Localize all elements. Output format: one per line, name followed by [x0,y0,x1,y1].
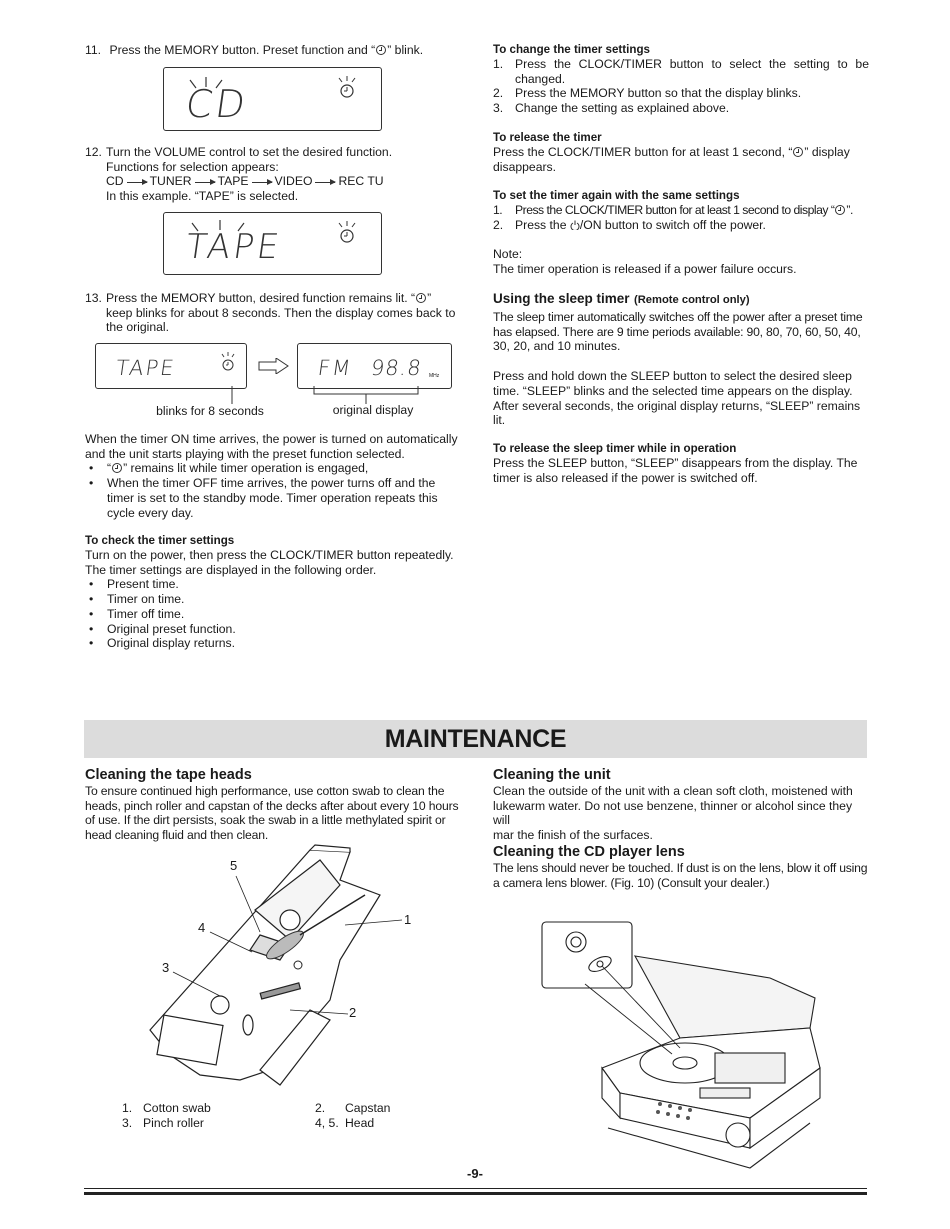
callout-2: 2 [349,1005,357,1020]
legend-num: 1. [122,1101,133,1115]
callout-5: 5 [230,858,238,873]
callout-4: 4 [198,920,206,935]
caption-original: original display [332,403,414,417]
step-text: In this example. “TAPE” is selected. [106,189,299,204]
list-item: 2. Press the /ON button to switch off the power. [493,217,766,232]
body-text: Change the setting as explained above. [515,101,730,116]
list-item: 2. Press the MEMORY button so that the display blinks. [493,86,802,101]
function-rec-tu: REC TU [338,174,384,189]
step-text: Functions for selection appears: [106,159,279,174]
step-number: 13. [85,291,102,305]
cd-player-illustration [540,918,825,1173]
list-item: • Original display returns. [89,636,236,651]
step-text: keep blinks for about 8 seconds. Then the display comes back to [106,305,456,320]
caption-leader-line [228,386,238,406]
footer-rule-thick [84,1192,867,1195]
body-text: /ON button to switch off the power. [579,217,766,232]
body-text: cycle every day. [107,505,194,520]
body-text: lit. [493,413,506,428]
list-item: 1. Press the CLOCK/TIMER button to select the setting to be changed. [493,57,869,86]
legend-text: Head [345,1116,375,1130]
function-tuner: TUNER [149,174,192,189]
body-text: Turn on the power, then press the CLOCK/TIMER button repeatedly. [85,548,454,562]
timer-blink-icon [336,221,358,245]
body-text: mar the finish of the surfaces. [493,828,653,843]
arrow-icon [127,182,147,183]
page-section-title: MAINTENANCE [384,725,567,753]
body-text: lukewarm water. Do not use benzene, thinner or alcohol since they will [493,798,853,828]
body-text: Timer on time. [107,592,185,607]
note-section [493,247,869,276]
body-text: ” display [804,145,850,159]
legend-item [315,1116,375,1131]
step-13 [85,291,461,335]
maintenance-banner [84,720,867,758]
lcd-display-cd [163,67,382,131]
body-text: and the unit starts playing with the preset function selected. [85,446,405,461]
timer-blink-icon [336,76,358,100]
section-heading: To change the timer settings [493,43,650,56]
arrow-icon [252,182,272,183]
body-text: Clean the outside of the unit with a clean soft cloth, moistened with [493,784,853,798]
step-text: the original. [106,320,170,335]
check-timer-section [85,534,461,651]
body-text: The sleep timer automatically switches off the power after a preset time [493,310,863,324]
legend-text: Cotton swab [143,1101,211,1115]
step-number: 12. [85,145,102,159]
list-item: • Original preset function. [89,621,236,636]
lcd-unit: MHz [429,373,440,379]
caption-blinks: blinks for 8 seconds [156,404,264,418]
body-text: Press and hold down the SLEEP button to select the desired sleep [493,369,852,384]
body-text: Press the [515,217,570,232]
timer-icon [416,293,426,303]
body-text: Press the CLOCK/TIMER button for at least 1 second to display “ [515,203,835,217]
body-text: Press the CLOCK/TIMER button for at least 1 second, “ [493,145,793,159]
step-11 [85,43,465,58]
legend-text: Pinch roller [143,1116,204,1130]
body-text: 30, 20, and 10 minutes. [493,339,621,354]
timer-icon [112,463,122,473]
legend-item [122,1101,211,1116]
lcd-display-tape [163,212,382,275]
callout-3: 3 [162,960,170,975]
body-text: ” remains lit while timer operation is engaged, [123,461,369,476]
tape-heads-section [85,767,461,843]
body-text: Press the SLEEP button, “SLEEP” disappears from the display. The [493,455,858,470]
body-text: disappears. [493,159,557,174]
lcd-text: TAPE [114,356,178,380]
body-text: When the timer ON time arrives, the power is turned on automatically [85,432,458,446]
section-title: Cleaning the CD player lens [493,844,685,860]
legend-num: 2. [315,1101,326,1115]
step-text: Turn the VOLUME control to set the desired function. [106,145,393,159]
list-item: • Present time. [89,577,179,592]
step-number: 11. [85,43,102,57]
note-label: Note: [493,247,523,261]
body-text: Press the MEMORY button so that the display blinks. [515,86,802,101]
change-timer-section [493,43,869,116]
note-text: The timer operation is released if a power failure occurs. [493,261,797,276]
timer-icon [793,147,803,157]
legend-num: 3. [122,1116,133,1130]
body-text: Timer off time. [107,606,185,621]
body-text: Original preset function. [107,621,236,636]
legend-item [122,1116,204,1131]
arrow-right-icon [258,358,290,374]
function-video: VIDEO [274,174,313,189]
step-text-end: ” blink. [387,43,424,57]
arrow-icon [315,182,335,183]
body-text: heads, pinch roller and capstan of the decks after about every 10 hours [85,798,459,813]
lcd-text: CD [182,82,251,126]
list-item: • “ ” remains lit while timer operation is engaged, [89,461,369,476]
body-text: timer is set to the standby mode. Timer operation repeats this [107,490,438,505]
callout-leader-lines [170,870,410,1020]
body-text: When the timer OFF time arrives, the power turns off and the [107,476,436,491]
list-item: 3. Change the setting as explained above. [493,101,730,116]
list-item: 1. Press the CLOCK/TIMER button for at least 1 second to display “ ”. [493,203,853,217]
body-text: has elapsed. There are 9 time periods available: 90, 80, 70, 60, 50, 40, [493,324,861,339]
body-text: time. “SLEEP” blinks and the selected time appears on the display. [493,383,853,398]
cleaning-unit-section [493,767,869,843]
step-text: Press the MEMORY button. Preset function and “ [109,43,376,57]
body-text: “ [107,461,112,476]
body-text: Original display returns. [107,636,236,651]
lcd-display-tape-small [95,343,247,389]
timer-blink-icon [219,352,237,372]
body-text: ”. [846,203,853,217]
body-text: To ensure continued high performance, use cotton swab to clean the [85,784,445,798]
lcd-frequency: 98.8 [369,356,424,380]
sleep-timer-section [493,290,869,485]
page-number: -9- [467,1166,483,1181]
section-title: Using the sleep timer [493,291,630,306]
list-item: • Timer off time. [89,606,185,621]
function-tape: TAPE [217,174,249,189]
list-item: • Timer on time. [89,592,185,607]
legend-num: 4, 5. [315,1116,339,1130]
step-text-end: ” [427,291,432,305]
body-text: After several seconds, the original display returns, “SLEEP” remains [493,398,861,413]
timer-icon [376,45,386,55]
timer-icon [835,205,845,215]
body-text: of use. If the dirt persists, soak the swab in a little methylated spirit or [85,813,446,828]
arrow-icon [195,182,215,183]
section-heading: To check the timer settings [85,534,235,547]
section-heading: To set the timer again with the same settings [493,189,740,202]
legend-item [315,1101,391,1116]
legend-text: Capstan [345,1101,391,1115]
lcd-text: TAPE [183,227,285,267]
list-item: • When the timer OFF time arrives, the power turns off and the timer is set to the standby mode. Timer operation repeats this cycle every day. [85,476,461,520]
body-text: timer is also released if the power is switched off. [493,470,758,485]
cd-lens-section [493,844,869,890]
lcd-band: FM [316,356,354,380]
body-text: Present time. [107,577,179,592]
body-text: head cleaning fluid and then clean. [85,828,269,843]
step-12 [85,145,465,204]
section-title: Cleaning the unit [493,767,611,783]
body-text: changed. [515,71,566,86]
release-timer-section [493,131,869,174]
section-title: Cleaning the tape heads [85,767,252,783]
lcd-display-original [297,343,452,389]
timer-on-paragraph [85,432,461,520]
section-heading: To release the sleep timer while in operation [493,441,737,455]
section-heading: To release the timer [493,131,602,144]
step-text: Press the MEMORY button, desired function remains lit. “ [106,291,416,305]
power-icon [570,220,580,230]
body-text: Press the CLOCK/TIMER button to select the setting to be [515,57,869,71]
footer-rule-thin [84,1188,867,1189]
function-cd: CD [106,174,124,189]
callout-1: 1 [404,912,412,927]
section-title-note: (Remote control only) [634,294,750,306]
set-again-section [493,189,869,232]
body-text: The lens should never be touched. If dust is on the lens, blow it off using [493,861,868,875]
body-text: a camera lens blower. (Fig. 10) (Consult your dealer.) [493,875,770,890]
function-sequence [106,174,465,189]
body-text: The timer settings are displayed in the following order. [85,562,377,577]
